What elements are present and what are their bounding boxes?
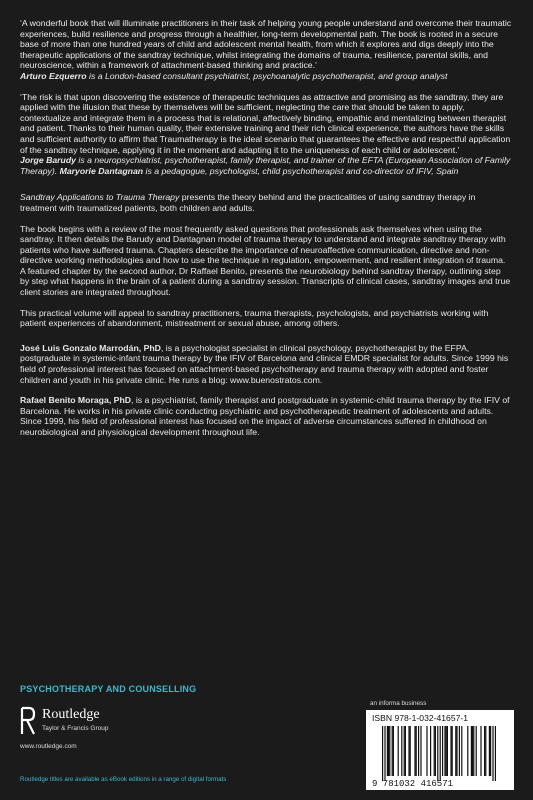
barcode-bar	[410, 726, 411, 776]
barcode-bar	[490, 726, 491, 776]
author-bio-1	[20, 343, 512, 385]
barcode-bar	[382, 726, 383, 781]
barcode-bar	[437, 726, 438, 781]
barcode-bar	[418, 726, 419, 776]
publisher-url: www.routledge.com	[20, 743, 77, 750]
barcode-bar	[452, 726, 453, 776]
barcode-bar	[484, 726, 485, 776]
barcode-bar	[444, 726, 445, 776]
endorser-role-2: is a pedagogue, psychologist, child psychotherapist and co-director of IFIV, Spain	[143, 165, 459, 176]
endorser-name-2: Maryorie Dantagnan	[59, 165, 144, 176]
barcode-bar	[492, 726, 493, 781]
barcode-bar	[459, 726, 460, 776]
barcode-bar	[480, 726, 481, 776]
barcode-bar	[420, 726, 421, 776]
barcode-bar	[405, 726, 406, 776]
description-intro-text: presents the theory behind and the practicalities of using sandtray therapy in treatment with traumatized patients, both children and adults.	[20, 192, 476, 213]
barcode-graphic	[372, 726, 508, 788]
barcode-bar	[450, 726, 451, 776]
barcode-bar	[485, 726, 486, 776]
barcode-bar	[392, 726, 393, 776]
barcode-bar	[440, 726, 441, 781]
barcode-bar	[442, 726, 443, 776]
barcode-bar	[473, 726, 474, 776]
endorser-role: is a neuropsychiatrist, psychotherapist, family therapist, and trainer of the EFTA (European Association of Family Therapy).	[20, 155, 511, 176]
endorsement-quote: ‘A wonderful book that will illuminate practitioners in their task of helping young people understand and overcome their traumatic experiences, build resilience and progress through a healthier, long-term developmental path. The book is rooted in a secure base of more than one hundred years of child and adolescent mental health, from which it explores and digs deeply into the therapeutic applications of the sandtray technique, whilst integrating the domains of trauma, resilience, parental skills, and neuroscience, within a framework of attachment-based thinking and practice.’	[20, 18, 512, 71]
informa-tagline: an informa business	[370, 700, 427, 707]
barcode-bar	[430, 726, 431, 776]
barcode-bar	[387, 726, 388, 776]
endorser-name: Jorge Barudy	[20, 155, 77, 166]
barcode-bar	[467, 726, 468, 776]
barcode-panel	[366, 710, 514, 790]
barcode-bar	[416, 726, 417, 776]
barcode-bar	[447, 726, 448, 776]
endorsement-1	[20, 18, 512, 82]
barcode-bar	[455, 726, 456, 776]
description-paragraph-2: The book begins with a review of the most frequently asked questions that professionals ask themselves when using the sandtray. It then details the Barudy and Dantagnan model of trauma therapy to understand and integrate sandtray therapy with patients who have suffered trauma. Chapters describe the importance of neuroaffective communication, directive and non-directive working methodologies and how to use the technique in regulation, empowerment, and resilient integration of trauma. A featured chapter by the second author, Dr Raffael Benito, presents the neurobiology behind sandtray therapy, outlining step by step what happens in the brain of a patient during a sandtray session. Transcripts of clinical cases, sandtray images and true client stories are integrated throughout.	[20, 223, 511, 298]
barcode-bar	[434, 726, 435, 776]
description-paragraph-3: This practical volume will appeal to sandtray practitioners, trauma therapists, psychologists, and psychiatrists working with patient experiences of abandonment, mistreatment or sexual abuse, among others.	[20, 307, 489, 329]
ebook-note: Routledge titles are available as eBook editions in a range of digital formats	[20, 776, 227, 783]
back-cover-text	[20, 18, 512, 438]
author-bio-text: , is a psychiatrist, family therapist and postgraduate in systemic-child trauma therapy by the IFIV of Barcelona. He works in his private clinic conducting psychiatric and psychotherapeutic treatment of adolescents and adults. Since 1999, his field of professional interest has focused on the impact of adverse circumstances suffered in childhood on neurobiological and physiological development throughout life.	[20, 395, 510, 437]
barcode-bar	[414, 726, 415, 776]
barcode-bar	[489, 726, 490, 776]
author-bio-text: , is a psychologist specialist in clinical psychology, psychotherapist by the EFPA, postgraduate in systemic-infant trauma therapy by the IFIV of Barcelona and clinical EMDR specialist for adults. Since 1999 his field of professional interest has focused on attachment-based psychotherapy and trauma therapy with adopted and foster children and youth in his private clinic. He runs a blog: www.buenostratos.com.	[20, 342, 509, 385]
barcode-bar	[476, 726, 477, 776]
description-intro	[20, 192, 512, 213]
isbn-label: ISBN 978-1-032-41657-1	[372, 713, 469, 723]
barcode-bar	[446, 726, 447, 776]
barcode-bar	[456, 726, 457, 776]
barcode-bar	[401, 726, 402, 776]
book-title: Sandtray Applications to Trauma Therapy	[20, 192, 180, 203]
barcode-bar	[388, 726, 389, 776]
barcode-digits: 9 781032 416571	[372, 779, 454, 788]
author-name: Rafael Benito Moraga, PhD	[20, 395, 132, 406]
publisher-block	[20, 706, 180, 750]
barcode-bar	[435, 726, 436, 776]
barcode-bar	[472, 726, 473, 776]
endorser-role: is a London-based consultant psychiatrist, psychoanalytic psychotherapist, and group analyst	[86, 70, 448, 81]
barcode-bar	[389, 726, 390, 776]
barcode-bar	[384, 726, 385, 781]
endorser-name: Arturo Ezquerro	[20, 70, 87, 81]
subject-category: PSYCHOTHERAPY AND COUNSELLING	[20, 684, 197, 694]
publisher-group: Taylor & Francis Group	[42, 725, 109, 732]
barcode-bar	[408, 726, 409, 776]
barcode-bar	[495, 726, 496, 781]
barcode-bar	[393, 726, 394, 776]
author-name: José Luis Gonzalo Marrodán, PhD	[20, 342, 161, 353]
barcode-bar	[426, 726, 427, 776]
author-bio-2	[20, 395, 512, 437]
barcode-bar	[404, 726, 405, 776]
barcode-bar	[461, 726, 462, 776]
barcode-bar	[398, 726, 399, 776]
endorsement-2	[20, 92, 512, 177]
publisher-name: Routledge	[42, 707, 100, 722]
routledge-logo-icon	[20, 706, 36, 736]
barcode-bar	[471, 726, 472, 776]
endorsement-quote: ‘The risk is that upon discovering the existence of therapeutic techniques as attractive and promising as the sandtray, they are applied with the illusion that these by themselves will be sufficient, neglecting the care that should be taken to apply, contextualize and integrate them in a process that is relational, affectively binding, empathic and mentalizing between therapist and patient. Thanks to their human quality, their extensive training and their rich clinical experience, the authors have the skills and sufficient authority to affirm that Traumatherapy is the ideal scenario that guarantees the effective and respectful application of the sandtray technique, applying it in the moment and adapting it to the uniqueness of each child or adolescent.’	[20, 91, 511, 155]
